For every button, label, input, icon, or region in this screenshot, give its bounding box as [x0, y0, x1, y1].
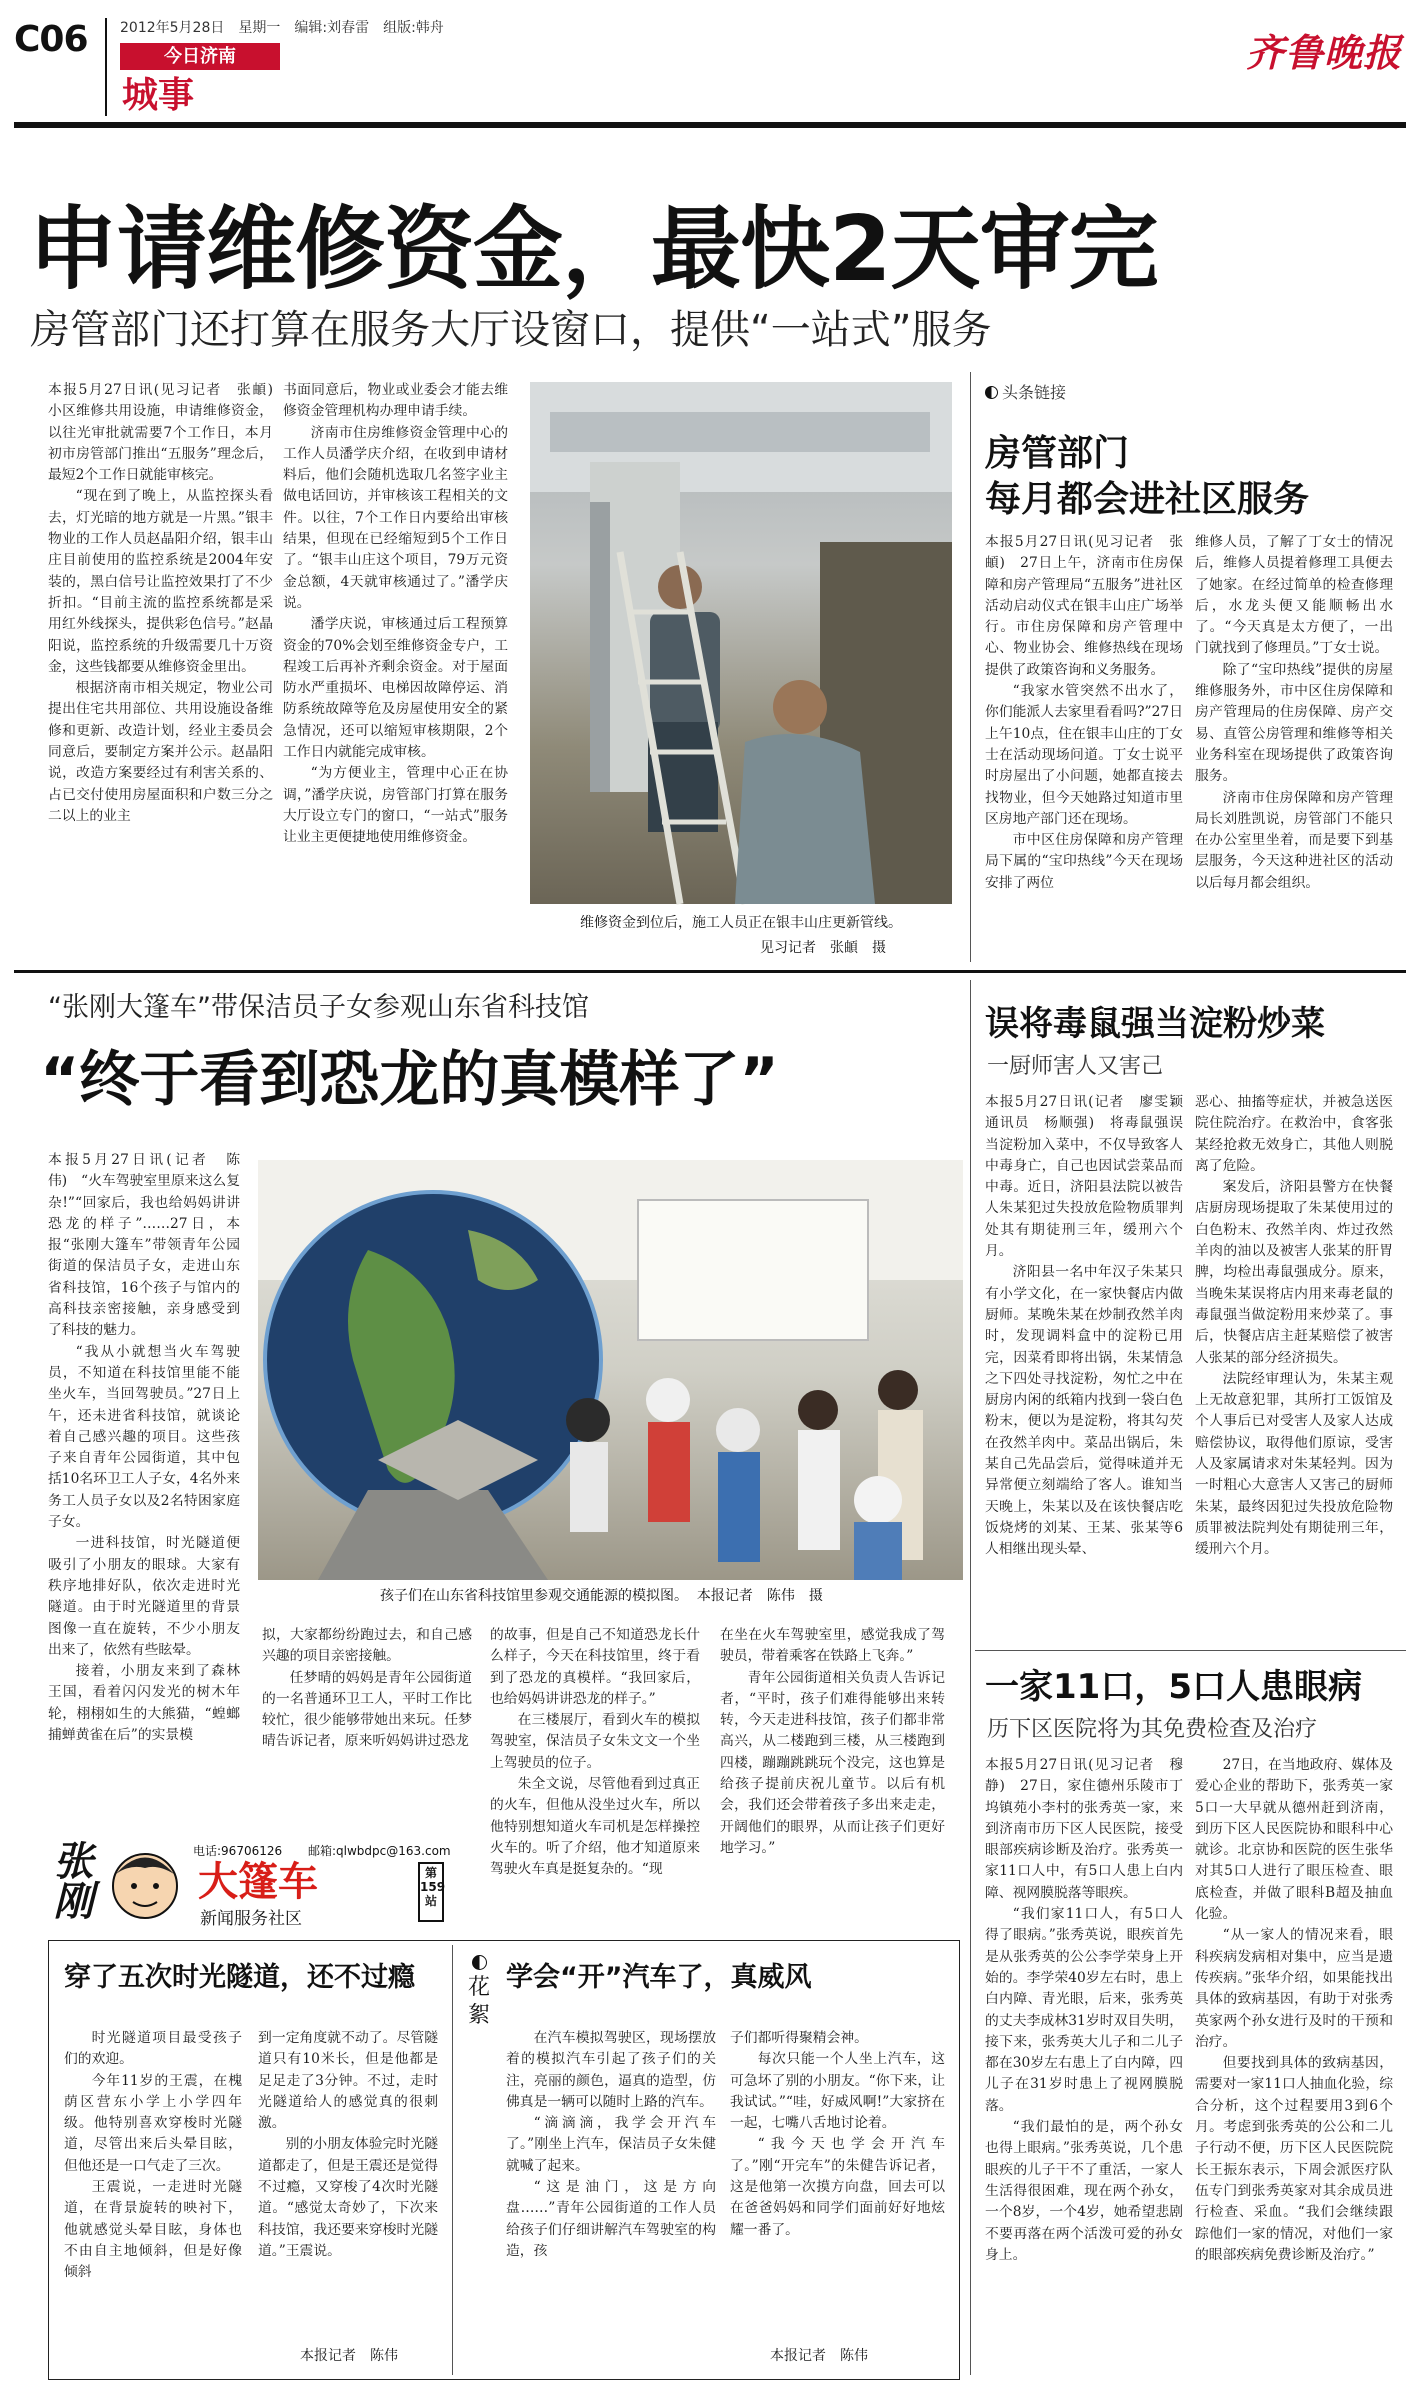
paragraph: 在汽车模拟驾驶区，现场摆放着的模拟汽车引起了孩子们的关注，亮丽的颜色，逼真的造型，仿佛真是一辆可以随时上路的汽车。	[506, 2030, 716, 2110]
caravan-email: 邮箱:qlwbdpc@163.com	[308, 1844, 451, 1858]
flower-right-col-2	[730, 2028, 945, 2338]
paragraph: 任梦晴的妈妈是青年公园街道的一名普通环卫工人，平时工作比较忙，很少能够带她出来玩。任梦晴告诉记者，原来听妈妈讲过恐龙	[262, 1669, 472, 1750]
paragraph: 济阳县一名中年汉子朱某只有小学文化，在一家快餐店内做厨师。某晚朱某在炒制孜然羊肉时，发现调料盒中的淀粉已用完，因菜肴即将出锅，朱某情急之下四处寻找淀粉，匆忙之中在厨房内闲的纸箱内找到一袋白色粉末，便以为是淀粉，将其勾芡在孜然羊肉中。菜品出锅后，朱某自己先品尝后，觉得味道并无异常便立刻端给了客人。谁知当天晚上，朱某以及在该快餐店吃饭烧烤的刘某、王某、张某等6人相继出现头晕、	[985, 1264, 1183, 1558]
dino-col-4	[720, 1625, 945, 1856]
dino-photo	[258, 1160, 963, 1580]
half-circle-icon	[985, 386, 998, 399]
paragraph: 根据济南市相关规定，物业公司提出住宅共用部位、共用设施设备维修和更新、改造计划，经业主委员会同意后，要制定方案并公示。赵晶阳说，改造方案要经过有利害关系的、占已交付使用房屋面积和户数三分之二以上的业主	[48, 680, 273, 824]
paragraph: 但要找到具体的致病基因，需要对一家11口人抽血化验，综合分析，这个过程要用3到6个月。考虑到张秀英的公公和二儿子行动不便，历下区人民医院院长王振东表示，下周会派医疗队伍专门到张秀英家对其余成员进行检查、采血。“我们会继续跟踪他们一家的情况，对他们一家的眼部疾病免费诊断及治疗。”	[1195, 2055, 1393, 2263]
eye-col-2	[1195, 1755, 1393, 2375]
paragraph: 时光隧道项目最受孩子们的欢迎。	[64, 2030, 242, 2068]
paragraph: “我家水管突然不出水了，你们能派人去家里看看吗?”27日上午10点，住在银丰山庄的丁女士在活动现场问道。丁女士说平时房屋出了小问题，她都直接去找物业，但今天她路过知道市里区房地产部门还在现场。	[985, 683, 1183, 827]
caravan-sub: 新闻服务社区	[200, 1909, 302, 1929]
flower-label	[462, 1955, 496, 2030]
paragraph: 一进科技馆，时光隧道便吸引了小朋友的眼球。大家有秩序地排好队，依次走进时光隧道。由于时光隧道里的背景图像一直在旋转，不少小朋友出来了，依然有些眩晕。	[48, 1535, 240, 1658]
masthead-divider	[105, 18, 107, 116]
flower-label-top: 花	[467, 1975, 490, 2000]
page-number: C06	[14, 19, 88, 60]
paragraph: 本报5月27日讯(见习记者 张頔) 27日上午，济南市住房保障和房产管理局“五服务”进社区活动启动仪式在银丰山庄广场举行。市住房保障和房产管理中心、物业协会、维修热线在现场提供了政策咨询和义务服务。	[985, 534, 1183, 678]
dino-photo-caption	[380, 1585, 823, 1605]
col-rule-right	[970, 372, 971, 962]
poison-bottom-rule	[975, 1650, 1406, 1651]
link-tag-label: 头条链接	[1002, 383, 1067, 402]
paragraph: “这是油门，这是方向盘……”青年公园街道的工作人员给孩子们仔细讲解汽车驾驶室的构造，孩	[506, 2179, 716, 2259]
dino-title: “终于看到恐龙的真模样了”	[40, 1045, 779, 1115]
paragraph: 拟，大家都纷纷跑过去，和自己感兴趣的项目亲密接触。	[262, 1627, 472, 1665]
paragraph: 本报5月27日讯(记者 陈伟) “火车驾驶室里原来这么复杂!”“回家后，我也给妈妈讲讲恐龙的样子”……27日，本报“张刚大篷车”带领青年公园街道的保洁员子女，走进山东省科技馆，16个孩子与馆内的高科技亲密接触，亲身感受到了科技的魅力。	[48, 1152, 240, 1339]
paragraph: 王震说，一走进时光隧道，在背景旋转的映衬下，他就感觉头晕目眩，身体也不由自主地倾斜，但是好像倾斜	[64, 2179, 242, 2281]
side1-title-line1: 房管部门	[985, 433, 1130, 474]
caravan-logo	[48, 1840, 468, 1930]
paragraph: “我们家11口人，有5口人得了眼病。”张秀英说，眼疾首先是从张秀英的公公李学荣身上开始的。李学荣40岁左右时，患上白内障、青光眼，后来，张秀英的丈夫李成林31岁时双目失明，接下来，张秀英大儿子和二儿子都在30岁左右患上了白内障，四儿子在31岁时患上了视网膜脱落。	[985, 1906, 1183, 2114]
paragraph: “现在到了晚上，从监控探头看去，灯光暗的地方就是一片黑。”银丰物业的工作人员赵晶阳介绍，银丰山庄目前使用的监控系统是2004年安装的，黑白信号让监控效果打了不少折扣。“目前主流的监控系统都是采用红外线探头，提供彩色信号。”赵晶阳说，监控系统的升级需要几十万资金，这些钱都要从维修资金里出。	[48, 488, 273, 675]
caravan-name: 大篷车	[198, 1859, 318, 1905]
dino-col-3	[490, 1625, 700, 1878]
paragraph: 接着，小朋友来到了森林王国，看着闪闪发光的树木年轮，栩栩如生的大熊猫，“蝗螂捕蝉黄雀在后”的实景模	[48, 1663, 240, 1744]
poison-col-1	[985, 1092, 1197, 1640]
eye-col-1	[985, 1755, 1183, 2375]
dino-caption-credit: 本报记者 陈伟 摄	[696, 1588, 823, 1604]
link-tag	[985, 380, 1066, 403]
paragraph: 青年公园街道相关负责人告诉记者，“平时，孩子们难得能够出来转转，今天走进科技馆，孩子们都非常高兴，从二楼跑到三楼，从三楼跑到四楼，蹦蹦跳跳玩个没完，这也算是给孩子提前庆祝儿童节。以后有机会，我们还会带着孩子多出来走走，开阔他们的眼界，从而让孩子们更好地学习。”	[720, 1669, 945, 1856]
caravan-phone: 电话:96706126	[193, 1844, 283, 1858]
flower-divider	[452, 1945, 453, 2375]
main-col-1	[48, 380, 287, 962]
flower-left-credit: 本报记者 陈伟	[300, 2348, 398, 2364]
cartoon-face-icon	[108, 1846, 183, 1926]
main-subtitle: 房管部门还打算在服务大厅设窗口，提供“一站式”服务	[30, 307, 992, 353]
paragraph: 书面同意后，物业或业委会才能去维修资金管理机构办理申请手续。	[283, 382, 508, 420]
paragraph: 朱全文说，尽管他看到过真正的火车，但他从没坐过火车，所以他特别想知道火车司机是怎样操控火车的。听了介绍，他才知道原来驾驶火车真是挺复杂的。“现	[490, 1776, 700, 1878]
masthead-bottom-rule	[14, 122, 1406, 128]
paragraph: “我从小就想当火车驾驶员，不知道在科技馆里能不能坐火车，当回驾驶员。”27日上午，还未进省科技馆，就谈论着自己感兴趣的项目。这些孩子来自青年公园街道，其中包括10名环卫工人子女，4名外来务工人员子女以及2名特困家庭子女。	[48, 1343, 240, 1531]
dino-col-1	[48, 1150, 240, 1840]
flower-right-col-1	[506, 2028, 716, 2368]
horizontal-rule-mid	[14, 970, 1406, 973]
poison-title: 误将毒鼠强当淀粉炒菜	[985, 1004, 1325, 1044]
paper-logo: 齐鲁晚报	[1246, 30, 1403, 75]
paragraph: 今年11岁的王震，在槐荫区营东小学上小学四年级。他特别喜欢穿梭时光隧道，尽管出来后头晕目眩，但他还是一口气走了三次。	[64, 2072, 242, 2174]
side1-col-1	[985, 532, 1183, 962]
caravan-issue: 第159站	[418, 1862, 444, 1922]
flower-label-bottom: 絮	[467, 2003, 490, 2028]
flower-right-credit: 本报记者 陈伟	[770, 2348, 868, 2364]
lead-photo-credit: 见习记者 张頔 摄	[760, 940, 886, 956]
flower-left-col-2	[258, 2028, 438, 2338]
paragraph: 案发后，济阳县警方在快餐店厨房现场提取了朱某使用过的白色粉末、孜然羊肉、炸过孜然羊肉的油以及被害人张某的肝胃脾，均检出毒鼠强成分。原来，当晚朱某误将店内用来毒老鼠的毒鼠强当做淀粉用来炒菜了。事后，快餐店店主赶某赔偿了被害人张某的部分经济损失。	[1195, 1179, 1393, 1366]
flower-left-title: 穿了五次时光隧道，还不过瘾	[64, 1962, 415, 1993]
eye-title: 一家11口，5口人患眼病	[985, 1667, 1362, 1707]
col-rule-right-lower	[970, 980, 971, 2375]
paragraph: 法院经审理认为，朱某主观上无故意犯罪，其所打工饭馆及个人事后已对受害人及家人达成赔偿协议，取得他们原谅，受害人及家属请求对朱某轻判。因为一时粗心大意害人又害己的厨师朱某，最终因犯过失投放危险物质罪被法院判处有期徒刑三年，缓刑六个月。	[1195, 1370, 1393, 1558]
paragraph: “我今天也学会开汽车了。”刚“开完车”的朱健告诉记者，这是他第一次摸方向盘，回去可以在爸爸妈妈和同学们面前好好地炫耀一番了。	[730, 2136, 945, 2238]
main-title: 申请维修资金，最快2天审完	[28, 197, 1158, 302]
dino-photo-art	[258, 1160, 963, 1580]
paragraph: 本报5月27日讯(记者 廖雯颖 通讯员 杨顺强) 将毒鼠强误当淀粉加入菜中，不仅导致客人中毒身亡，自己也因试尝菜品而中毒。近日，济阳县法院以被告人朱某犯过失投放危险物质罪判处其有期徒刑三年，缓刑六个月。	[985, 1094, 1197, 1260]
paragraph: “为方便业主，管理中心正在协调，”潘学庆说，房管部门打算在服务大厅设立专门的窗口，“一站式”服务让业主更便捷地使用维修资金。	[283, 765, 508, 846]
paragraph: 每次只能一个人坐上汽车，这可急坏了别的小朋友。“你下来，让我试试。”“哇，好威风啊!”大家挤在一起，七嘴八舌地讨论着。	[730, 2051, 945, 2132]
poison-col-2	[1195, 1092, 1393, 1640]
section-name: 城事	[122, 75, 195, 116]
paragraph: 别的小朋友体验完时光隧道都走了，但是王震还是觉得不过瘾，又穿梭了4次时光隧道。“感觉太奇妙了，下次来科技馆，我还要来穿梭时光隧道。”王震说。	[258, 2136, 438, 2259]
caravan-brand: 张刚	[47, 1840, 94, 1920]
paragraph: 除了“宝印热线”提供的房屋维修服务外，市中区住房保障和房产管理局的住房保障、房产交易、直管公房管理和维修等相关业务科室在现场提供了政策咨询服务。	[1195, 661, 1393, 785]
poison-subtitle: 一厨师害人又害己	[987, 1054, 1164, 1079]
paragraph: “从一家人的情况来看，眼科疾病发病相对集中，应当是遗传疾病。”张华介绍，如果能找出具体的致病基因，有助于对张秀英家两个孙女进行及时的干预和治疗。	[1195, 1927, 1393, 2050]
lead-photo	[530, 382, 952, 904]
side1-col-2	[1195, 532, 1393, 962]
paragraph: “我们最怕的是，两个孙女也得上眼病。”张秀英说，几个患眼疾的儿子干不了重活，一家人生活得很困难，现在两个孙女，一个8岁，一个4岁，她希望悲剧不要再落在两个活泼可爱的孙女身上。	[985, 2119, 1183, 2263]
paragraph: 在三楼展厅，看到火车的模拟驾驶室，保洁员子女朱文文一个坐上驾驶员的位子。	[490, 1712, 700, 1771]
side1-title-line2: 每月都会进社区服务	[985, 479, 1310, 520]
paragraph: 本报5月27日讯(见习记者 穆静) 27日，家住德州乐陵市丁坞镇苑小李村的张秀英一家，来到济南市历下区人民医院，接受眼部疾病诊断及治疗。张秀英一家11口人中，有5口人患上白内障、视网膜脱落等眼疾。	[985, 1757, 1183, 1901]
flower-left-col-1	[64, 2028, 242, 2368]
main-col-2	[283, 380, 508, 962]
flower-right-title: 学会“开”汽车了，真威风	[506, 1962, 812, 1993]
paragraph: 本报5月27日讯(见习记者 张頔) 小区维修共用设施，申请维修资金，以往光审批就需要7个工作日，本月初市房管部门推出“五服务”理念后，最短2个工作日就能审核完。	[48, 382, 287, 484]
section-tag: 今日济南	[120, 43, 280, 70]
paragraph: 的故事，但是自己不知道恐龙长什么样子，今天在科技馆里，终于看到了恐龙的真模样。“我回家后，也给妈妈讲讲恐龙的样子。”	[490, 1627, 700, 1707]
page-meta: 2012年5月28日 星期一 编辑:刘春雷 组版:韩舟	[120, 20, 444, 36]
lead-photo-caption: 维修资金到位后，施工人员正在银丰山庄更新管线。	[580, 915, 902, 931]
paragraph: 维修人员，了解了丁女士的情况后，维修人员提着修理工具便去了她家。在经过简单的检查修理后，水龙头便又能顺畅出水了。“今天真是太方便了，一出门就找到了修理员。”丁女士说。	[1195, 534, 1393, 657]
paragraph: 市中区住房保障和房产管理局下属的“宝印热线”今天在现场安排了两位	[985, 832, 1183, 891]
paragraph: 27日，在当地政府、媒体及爱心企业的帮助下，张秀英一家5口一大早就从德州赶到济南，到历下区人民医院协和眼科中心就诊。北京协和医院的医生张华对其5口人进行了眼压检查、眼底检查，并做了眼科B超及抽血化验。	[1195, 1757, 1393, 1923]
lead-photo-art	[530, 382, 952, 904]
eye-subtitle: 历下区医院将为其免费检查及治疗	[987, 1717, 1318, 1742]
dino-col-2	[262, 1625, 472, 1840]
paragraph: 潘学庆说，审核通过后工程预算资金的70%会划至维修资金专户，工程竣工后再补齐剩余资金。对于屋面防水严重损坏、电梯因故障停运、消防系统故障等危及房屋使用安全的紧急情况，还可以缩短审核期限，2个工作日内就能完成审核。	[283, 616, 508, 761]
paragraph: 在坐在火车驾驶室里，感觉我成了驾驶员，带着乘客在铁路上飞奔。”	[720, 1627, 945, 1665]
half-circle-icon	[472, 1955, 487, 1970]
paragraph: “滴滴滴，我学会开汽车了。”刚坐上汽车，保洁员子女朱健就喊了起来。	[506, 2115, 716, 2174]
paragraph: 济南市住房保障和房产管理局长刘胜凯说，房管部门不能只在办公室里坐着，而是要下到基层服务，今天这种进社区的活动以后每月都会组织。	[1195, 789, 1393, 891]
paragraph: 恶心、抽搐等症状，并被急送医院住院治疗。在救治中，食客张某经抢救无效身亡，其他人则脱离了危险。	[1195, 1094, 1393, 1174]
dino-caption-text: 孩子们在山东省科技馆里参观交通能源的模拟图。	[380, 1588, 688, 1604]
dino-kicker: “张刚大篷车”带保洁员子女参观山东省科技馆	[48, 992, 589, 1023]
paragraph: 子们都听得聚精会神。	[730, 2030, 868, 2046]
paragraph: 到一定角度就不动了。尽管隧道只有10米长，但是他都是足足走了3分钟。不过，走时光隧道给人的感觉真的很刺激。	[258, 2030, 438, 2132]
paragraph: 济南市住房维修资金管理中心的工作人员潘学庆介绍，在收到申请材料后，他们会随机选取几名签字业主做电话回访，并审核该工程相关的文件。以往，7个工作日内要给出审核结果，但现在已经缩短到5个工作日了。“银丰山庄这个项目，79万元资金总额，4天就审核通过了。”潘学庆说。	[283, 424, 508, 611]
